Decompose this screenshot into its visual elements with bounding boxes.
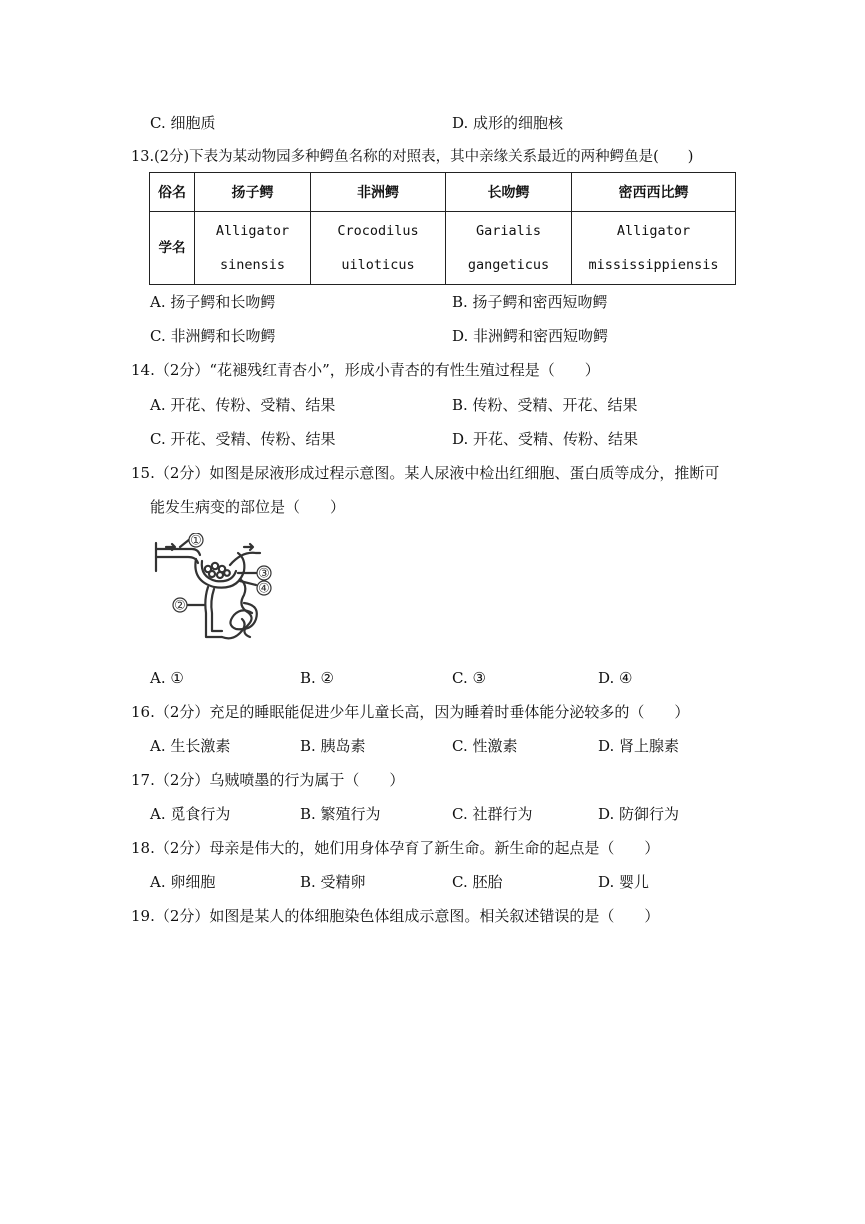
species-text: sinensis xyxy=(219,257,286,273)
q17-option-a: A. 觅食行为 xyxy=(150,805,231,823)
q14-option-b: B. 传粉、受精、开花、结果 xyxy=(452,396,638,414)
q18-option-d: D. 婴儿 xyxy=(598,873,650,891)
q19-stem: 19.（2分）如图是某人的体细胞染色体组成示意图。相关叙述错误的是（ ） xyxy=(131,907,660,925)
q15-stem-line2: 能发生病变的部位是（ ） xyxy=(150,498,346,516)
q17-option-b: B. 繁殖行为 xyxy=(300,805,381,823)
q13-stem: 13.(2分)下表为某动物园多种鳄鱼名称的对照表，其中亲缘关系最近的两种鳄鱼是( ) xyxy=(131,149,694,165)
q16-option-a: A. 生长激素 xyxy=(150,737,231,755)
q16-option-d: D. 肾上腺素 xyxy=(598,737,680,755)
species-text: mississippiensis xyxy=(588,257,719,273)
genus-text: Garialis xyxy=(475,223,542,239)
q14-option-c: C. 开花、受精、传粉、结果 xyxy=(150,430,336,448)
q12-option-c: C. 细胞质 xyxy=(150,114,216,132)
q13-option-c: C. 非洲鳄和长吻鳄 xyxy=(150,327,276,345)
common-name-cell: 长吻鳄 xyxy=(446,173,572,212)
q18-stem: 18.（2分）母亲是伟大的，她们用身体孕育了新生命。新生命的起点是（ ） xyxy=(131,839,660,857)
scientific-name-cell xyxy=(195,212,311,285)
common-name-cell: 密西西比鳄 xyxy=(572,173,736,212)
q12-option-d: D. 成形的细胞核 xyxy=(452,114,564,132)
scientific-name-cell xyxy=(446,212,572,285)
q17-option-d: D. 防御行为 xyxy=(598,805,680,823)
q13-option-d: D. 非洲鳄和密西短吻鳄 xyxy=(452,327,609,345)
crocodile-name-table xyxy=(149,172,736,285)
q18-option-b: B. 受精卵 xyxy=(300,873,366,891)
nephron-diagram xyxy=(152,533,284,647)
q15-option-d: D. ④ xyxy=(598,669,633,687)
q18-option-c: C. 胚胎 xyxy=(452,873,503,891)
common-name-cell: 非洲鳄 xyxy=(311,173,446,212)
genus-text: Alligator xyxy=(616,223,691,239)
q16-option-c: C. 性激素 xyxy=(452,737,518,755)
q16-option-b: B. 胰岛素 xyxy=(300,737,366,755)
label-4: ④ xyxy=(258,581,270,597)
genus-text: Alligator xyxy=(215,223,290,239)
q15-option-b: B. ② xyxy=(300,669,335,687)
q18-option-a: A. 卵细胞 xyxy=(150,873,216,891)
species-text: uiloticus xyxy=(341,257,415,273)
row-label-common: 俗名 xyxy=(150,173,195,212)
q13-option-a: A. 扬子鳄和长吻鳄 xyxy=(150,293,276,311)
common-name-cell: 扬子鳄 xyxy=(195,173,311,212)
q15-option-c: C. ③ xyxy=(452,669,486,687)
label-2: ② xyxy=(174,598,186,614)
genus-text: Crocodilus xyxy=(337,223,419,239)
q14-option-a: A. 开花、传粉、受精、结果 xyxy=(150,396,336,414)
q16-stem: 16.（2分）充足的睡眠能促进少年儿童长高，因为睡着时垂体能分泌较多的（ ） xyxy=(131,703,690,721)
row-label-scientific: 学名 xyxy=(150,212,195,285)
table-row xyxy=(150,212,736,285)
species-text: gangeticus xyxy=(467,257,550,273)
scientific-name-cell xyxy=(572,212,736,285)
q15-option-a: A. ① xyxy=(150,669,184,687)
q17-stem: 17.（2分）乌贼喷墨的行为属于（ ） xyxy=(131,771,405,789)
label-1: ① xyxy=(190,533,202,549)
label-3: ③ xyxy=(258,566,270,582)
q15-stem-line1: 15.（2分）如图是尿液形成过程示意图。某人尿液中检出红细胞、蛋白质等成分，推断可 xyxy=(131,464,720,482)
q14-stem: 14.（2分）“花褪残红青杏小”，形成小青杏的有性生殖过程是（ ） xyxy=(131,361,600,379)
q17-option-c: C. 社群行为 xyxy=(452,805,533,823)
q14-option-d: D. 开花、受精、传粉、结果 xyxy=(452,430,639,448)
scientific-name-cell xyxy=(311,212,446,285)
table-row xyxy=(150,173,736,212)
q13-option-b: B. 扬子鳄和密西短吻鳄 xyxy=(452,293,608,311)
